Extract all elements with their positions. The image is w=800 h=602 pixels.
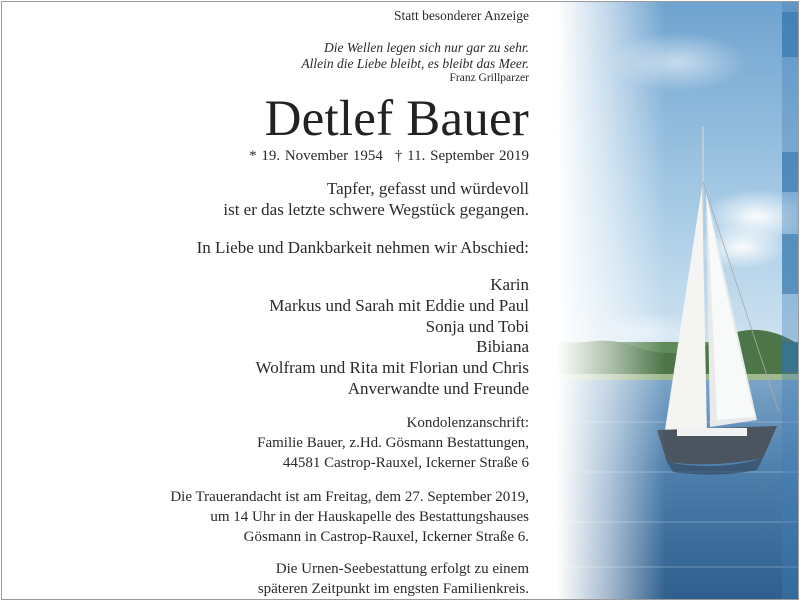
obituary-notice	[1, 1, 799, 600]
family-member: Wolfram und Rita mit Florian und Chris	[255, 358, 529, 377]
quote-line-2: Allein die Liebe bleibt, es bleibt das Meer.	[301, 56, 529, 71]
service-line: Die Trauerandacht ist am Freitag, dem 27. September 2019,	[170, 489, 529, 505]
deceased-name: Detlef Bauer	[264, 91, 529, 147]
family-member: Markus und Sarah mit Eddie und Paul	[269, 296, 529, 315]
service-line: um 14 Uhr in der Hauskapelle des Bestattungshauses	[210, 509, 529, 525]
family-member: Anverwandte und Freunde	[347, 379, 529, 398]
farewell-line: In Liebe und Dankbarkeit nehmen wir Abschied:	[196, 238, 529, 257]
death-date: † 11. September 2019	[394, 148, 529, 164]
burial-line: späteren Zeitpunkt im engsten Familienkreis.	[257, 581, 529, 597]
notice-text-column	[2, 2, 529, 599]
birth-date: * 19. November 1954	[249, 148, 383, 164]
tribute-line-2: ist er das letzte schwere Wegstück gegangen.	[223, 200, 529, 219]
quote-line-1: Die Wellen legen sich nur gar zu sehr.	[324, 40, 529, 55]
service-line: Gösmann in Castrop-Rauxel, Ickerner Straße 6.	[243, 529, 529, 545]
family-member: Sonja und Tobi	[425, 317, 529, 336]
burial-line: Die Urnen-Seebestattung erfolgt zu einem	[275, 561, 529, 577]
tribute-line-1: Tapfer, gefasst und würdevoll	[326, 179, 529, 198]
family-member: Bibiana	[476, 337, 529, 356]
sailboat-image	[557, 2, 798, 599]
condolence-heading: Kondolenzanschrift:	[406, 415, 529, 431]
family-member: Karin	[490, 275, 529, 294]
life-dates	[249, 148, 529, 165]
notice-heading: Statt besonderer Anzeige	[394, 8, 529, 23]
condolence-address-line: Familie Bauer, z.Hd. Gösmann Bestattungen,	[257, 435, 529, 451]
condolence-address-line: 44581 Castrop-Rauxel, Ickerner Straße 6	[282, 455, 529, 471]
quote-author: Franz Grillparzer	[449, 72, 529, 84]
